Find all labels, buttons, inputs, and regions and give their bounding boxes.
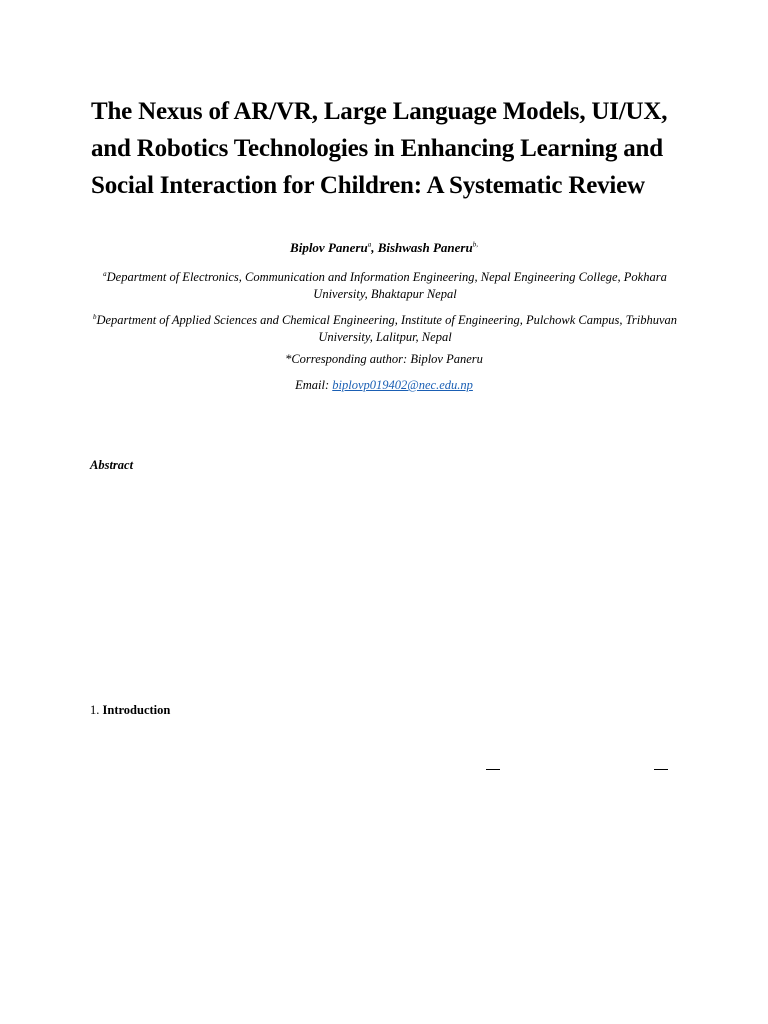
section-title: Introduction bbox=[102, 703, 171, 717]
title-line-2: and Robotics Technologies in Enhancing Learning and bbox=[91, 135, 663, 162]
abstract-heading: Abstract bbox=[90, 458, 134, 472]
author-name: Biplov Paneru bbox=[290, 240, 368, 255]
email-label: Email: bbox=[295, 378, 333, 392]
affiliation-mark: b bbox=[92, 313, 97, 321]
author-list bbox=[0, 240, 768, 256]
affiliation-b bbox=[90, 309, 680, 346]
affiliation-text: Department of Electronics, Communication and Information Engineering, Nepal Engineering College, Pokhara University, Bhaktapur Nepal bbox=[106, 270, 667, 302]
dash-mark bbox=[654, 769, 668, 770]
section-heading-introduction bbox=[90, 703, 170, 718]
affiliation-a bbox=[90, 266, 680, 303]
affiliation-text: Department of Applied Sciences and Chemical Engineering, Institute of Engineering, Pulchowk Campus, Tribhuvan University, Lalitpur, Nepal bbox=[96, 313, 678, 345]
author-affiliation-mark: a bbox=[367, 240, 372, 249]
title-line-1: The Nexus of AR/VR, Large Language Models, UI/UX, bbox=[91, 98, 668, 125]
author-name: Bishwash Paneru bbox=[377, 240, 473, 255]
dash-mark bbox=[486, 769, 500, 770]
paper-title bbox=[91, 93, 691, 204]
corresponding-author: *Corresponding author: Biplov Paneru bbox=[285, 352, 483, 366]
email-link[interactable]: biplovp019402@nec.edu.np bbox=[332, 378, 473, 392]
title-line-3: Social Interaction for Children: A Systematic Review bbox=[91, 172, 645, 199]
author-affiliation-mark: b, bbox=[472, 240, 478, 249]
affiliation-mark: a bbox=[103, 270, 107, 278]
email-line bbox=[0, 378, 768, 393]
author-separator: , bbox=[371, 240, 378, 255]
section-number: 1. bbox=[90, 703, 103, 717]
